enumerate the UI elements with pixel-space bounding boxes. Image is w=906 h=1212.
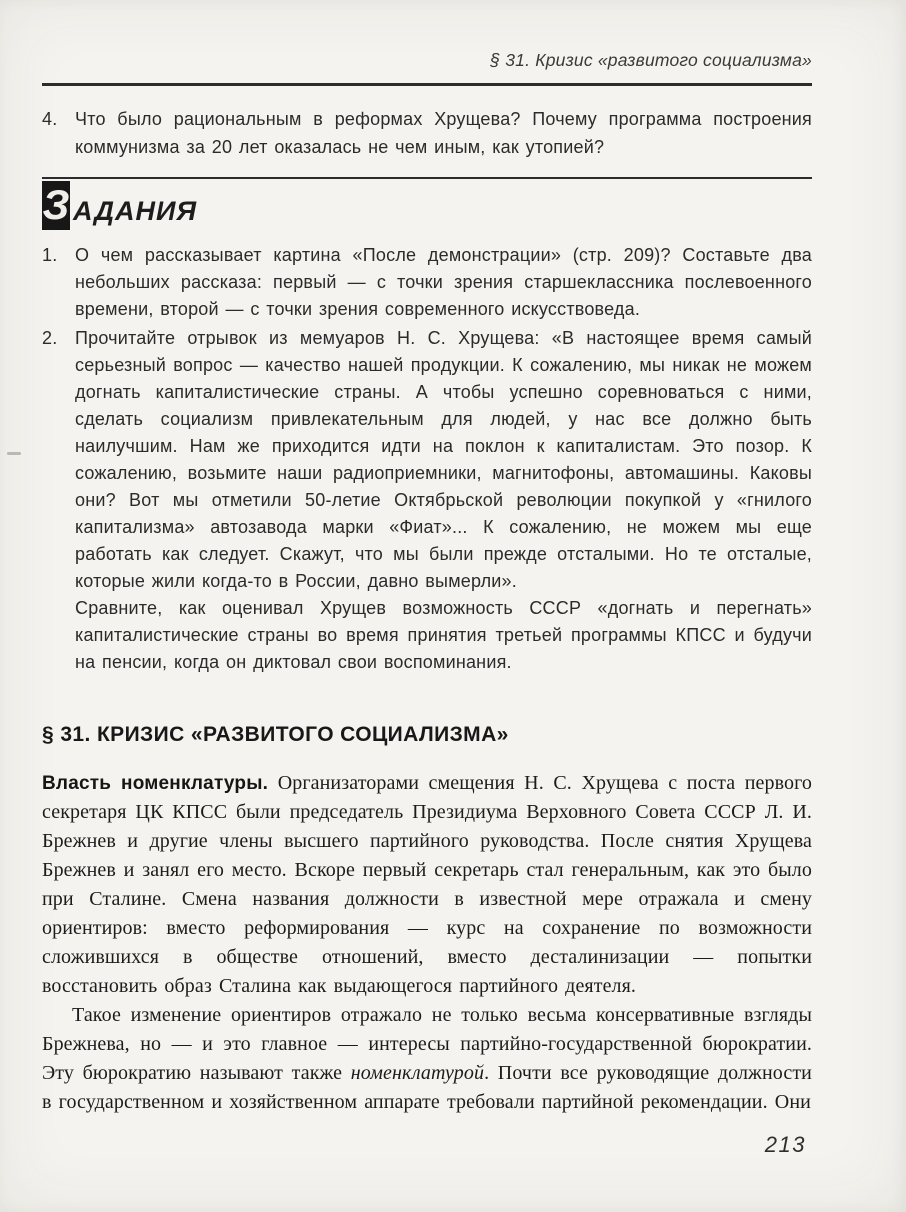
tasks-heading-label: АДАНИЯ bbox=[73, 196, 198, 226]
section-heading: § 31. КРИЗИС «РАЗВИТОГО СОЦИАЛИЗМА» bbox=[42, 723, 509, 746]
task-text: О чем рассказывает картина «После демонстрации» (стр. 209)? Составьте два небольших рассказа: первый — с точки зрения старшеклассника послевоенного времени, второй — с точки зрения современного искусствоведа. bbox=[75, 245, 812, 319]
tasks-initial-box: З bbox=[42, 181, 70, 228]
task-number: 2. bbox=[42, 328, 58, 348]
task-text: Прочитайте отрывок из мемуаров Н. С. Хрущева: «В настоящее время самый серьезный вопрос — качество нашей продукции. К сожалению, мы никак не можем догнать капиталистические страны. А чтобы успешно соревноваться с ними, сделать социализм привлекательным для людей, у нас все должно быть наилучшим. Нам же приходится идти на поклон к капиталистам. Это позор. К сожалению, возьмите наши радиоприемники, магнитофоны, автомашины. Каковы они? Вот мы отметили 50-летие Октябрьской революции покупкой у «гнилого капитализма» автозавода марки «Фиат»... К сожалению, не можем мы еще работать как следует. Скажут, что мы были прежде отсталыми. Но те отсталые, которые жили когда-то в России, давно вымерли». bbox=[75, 328, 812, 591]
paragraph-text: Организаторами смещения Н. С. Хрущева с поста первого секретаря ЦК КПСС были председатель Президиума Верховного Совета СССР Л. И. Брежнев и другие члены высшего партийного руководства. После снятия Хрущева Брежнев и занял его место. Вскоре первый секретарь стал генеральным, как это было при Сталине. Смена названия должности в известной мере отражала и смену ориентиров: вместо реформирования — курс на сохранение по возможности сложившихся в обществе отношений, вместо десталинизации — попытки восстановить образ Сталина как выдающегося партийного деятеля. bbox=[42, 772, 813, 997]
scan-artifact bbox=[7, 452, 21, 455]
paragraph-text-after: . Почти все руководящие должности в государственном и хозяйственном аппарате требовали партийной рекомендации. Они bbox=[42, 1062, 812, 1113]
running-head: § 31. Кризис «развитого социализма» bbox=[490, 50, 812, 70]
task-number: 1. bbox=[42, 245, 58, 265]
tasks-rule bbox=[42, 177, 812, 180]
task-item-2 bbox=[42, 325, 812, 676]
header-rule bbox=[42, 83, 812, 86]
body-paragraph-2 bbox=[42, 1001, 812, 1117]
paragraph-lead: Власть номенклатуры. bbox=[42, 773, 269, 794]
task-followup: Сравните, как оценивал Хрущев возможность СССР «догнать и перегнать» капиталистические страны во время принятия третьей программы КПСС и будучи на пенсии, когда он диктовал свои воспоминания. bbox=[75, 598, 812, 672]
nomenклatura-term: номенклатурой bbox=[350, 1062, 485, 1084]
tasks-heading bbox=[42, 181, 812, 230]
body-paragraph-1 bbox=[42, 769, 812, 1001]
question-text: Что было рациональным в реформах Хрущева? Почему программа построения коммунизма за 20 лет оказалась не чем иным, как утопией? bbox=[75, 108, 812, 157]
question-number: 4. bbox=[42, 108, 58, 129]
review-question-4 bbox=[42, 105, 812, 161]
task-list bbox=[42, 242, 812, 676]
task-item-1 bbox=[42, 242, 812, 323]
page-number: 213 bbox=[764, 1132, 806, 1157]
paragraph-text-before: Такое изменение ориентиров отражало не только весьма консервативные взгляды Брежнева, но — и это главное — интересы партийно-государственной бюрократии. Эту бюрократию называют также bbox=[42, 1004, 812, 1084]
